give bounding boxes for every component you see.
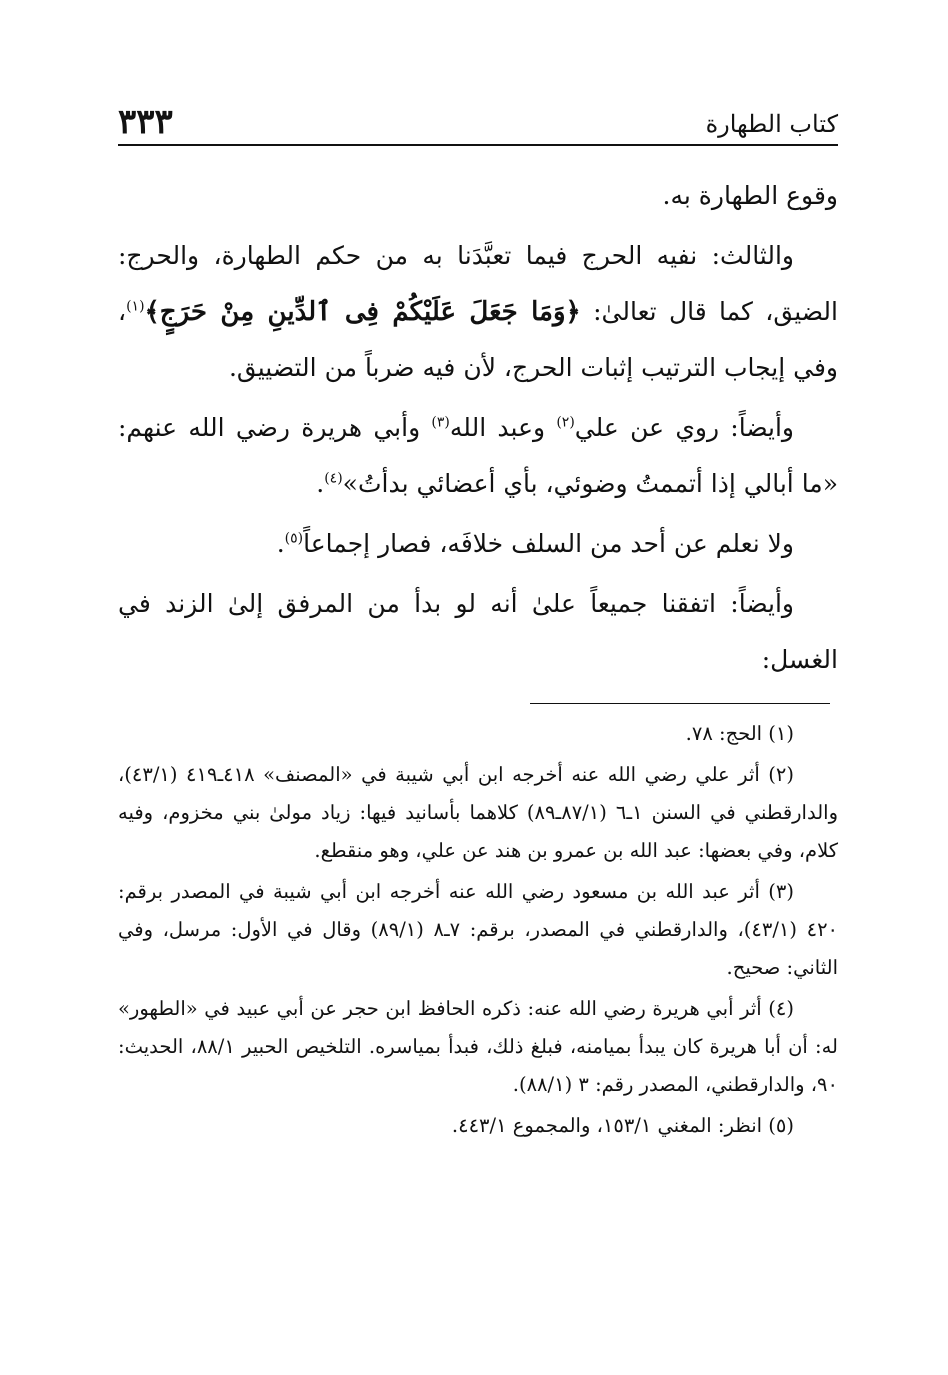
paragraph-1: [118, 228, 838, 396]
page-number: ٣٣٣: [118, 102, 173, 142]
paragraph-2: [118, 400, 838, 512]
paragraph-4: وأيضاً: اتفقنا جميعاً علىٰ أنه لو بدأ من المرفق إلىٰ الزند في الغسل:: [118, 589, 838, 674]
quran-verse: [145, 297, 581, 327]
footnote-4: (٤) أثر أبي هريرة رضي الله عنه: ذكره الحافظ ابن حجر عن أبي عبيد في «الطهور» له: أن أبا هريرة كان يبدأ بميامنه، فبلغ ذلك، فبدأ بمياسره. التلخيص الحبير ٨٨/١، الحديث: ٩٠، والدارقطني، المصدر رقم: ٣ (٨٨/١).: [118, 997, 838, 1096]
ornate-bracket-open: ﴿: [565, 297, 581, 327]
footnote-divider: [530, 703, 830, 704]
footnote-ref-3: (٣): [431, 414, 450, 431]
paragraph-0: وقوع الطهارة به.: [662, 181, 838, 210]
main-text: [118, 168, 838, 688]
ornate-bracket-close: ﴾: [144, 297, 160, 327]
paragraph-2-text-c: وأبي هريرة رضي الله عنهم: «ما أبالي إذا أتممتُ وضوئي، بأي أعضائي بدأتُ»: [118, 413, 838, 498]
footnote-ref-4: (٤): [324, 470, 343, 487]
footnote-5: (٥) انظر: المغني ١٥٣/١، والمجموع ٤٤٣/١.: [451, 1114, 794, 1137]
footnote-1: (١) الحج: ٧٨.: [685, 722, 794, 745]
footnote-ref-2: (٢): [556, 414, 575, 431]
footnotes: [118, 715, 838, 1145]
paragraph-2-text-d: .: [316, 469, 325, 498]
footnote-2: (٢) أثر علي رضي الله عنه أخرجه ابن أبي شيبة في «المصنف» ٤١٨ـ٤١٩ (٤٣/١)، والدارقطني في السنن ١ـ٦ (٨٧/١ـ٨٩) كلاهما بأسانيد فيها: زياد مولىٰ بني مخزوم، وفيه كلام، وفي بعضها: عبد الله بن عمرو بن هند عن علي، وهو منقطع.: [118, 763, 838, 862]
paragraph-1-text-b: ، وفي إيجاب الترتيب إثبات الحرج، لأن فيه ضرباً من التضييق.: [118, 297, 838, 382]
paragraph-3: [118, 516, 838, 572]
quran-verse-text: وَمَا جَعَلَ عَلَيْكُمْ فِى ٱلدِّينِ مِنْ حَرَجٍ: [159, 297, 566, 327]
paragraph-3-text-a: ولا نعلم عن أحد من السلف خلافَه، فصار إجماعاً: [303, 529, 794, 558]
paragraph-2-text-b: وعبد الله: [449, 413, 557, 442]
paragraph-2-text-a: وأيضاً: روي عن علي: [574, 413, 794, 442]
running-header: [118, 98, 838, 146]
footnote-ref-1: (١): [126, 298, 145, 315]
footnote-3: (٣) أثر عبد الله بن مسعود رضي الله عنه أخرجه ابن أبي شيبة في المصدر برقم: ٤٢٠ (٤٣/١)، والدارقطني في المصدر، برقم: ٧ـ٨ (٨٩/١) وقال في الأول: مرسل، وفي الثاني: صحيح.: [118, 880, 839, 979]
footnote-ref-5: (٥): [284, 530, 304, 547]
paragraph-1-text-a: والثالث: نفيه الحرج فيما تعبَّدَنا به من حكم الطهارة، والحرج: الضيق، كما قال تعالىٰ:: [118, 241, 838, 326]
paragraph-3-text-b: .: [276, 529, 285, 558]
chapter-title: كتاب الطهارة: [705, 110, 838, 138]
